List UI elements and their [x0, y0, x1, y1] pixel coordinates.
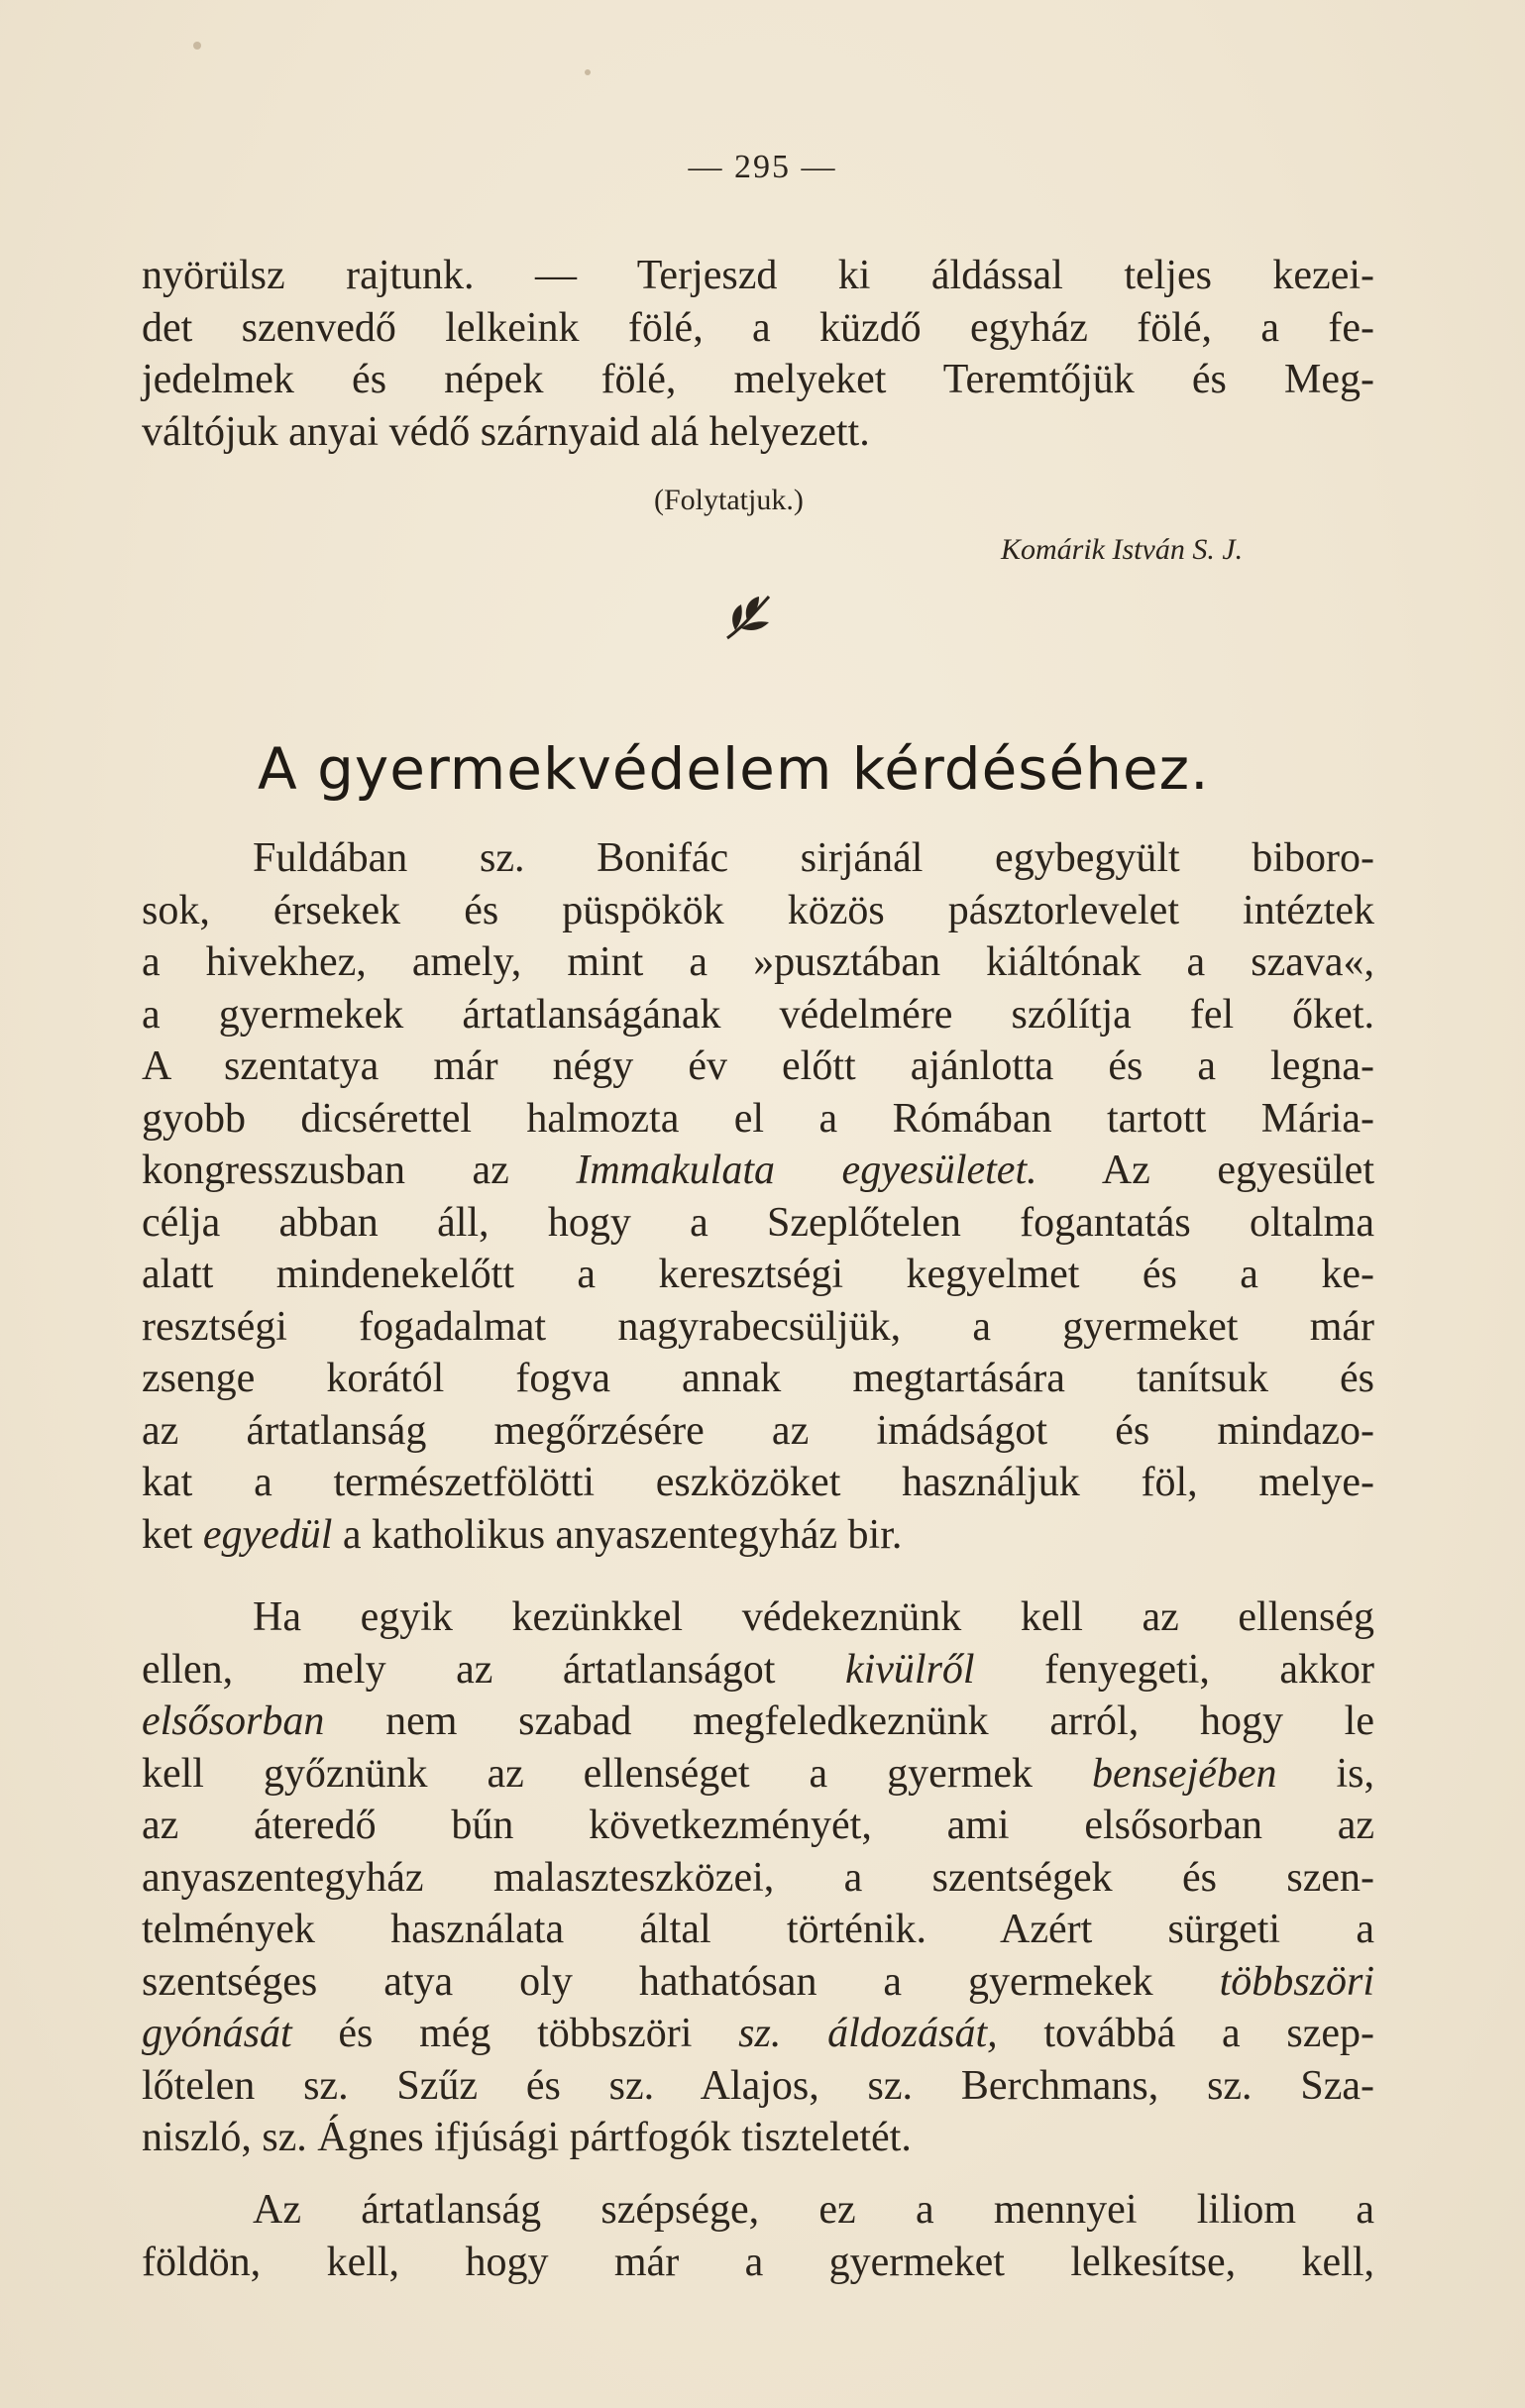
text-line: [142, 1696, 1374, 1748]
text-line: [142, 1748, 1374, 1801]
continued-note: (Folytatjuk.): [654, 484, 804, 516]
text-segment: szentséges atya oly hathatósan a gyermekek: [142, 1958, 1220, 2005]
author-signature: Komárik István S. J.: [1001, 533, 1244, 566]
text-line: niszló, sz. Ágnes ifjúsági pártfogók tiszteletét.: [142, 2115, 912, 2160]
page-number: — 295 —: [688, 149, 837, 185]
section-heading: A gyermekvédelem kérdéséhez.: [258, 735, 1210, 803]
italic-text: kivülről: [844, 1646, 975, 1693]
text-line: földön, kell, hogy már a gyermeket lelkesítse, kell,: [142, 2239, 1374, 2285]
italic-text: többszöri: [1219, 1958, 1374, 2005]
text-segment: kongresszusban az: [142, 1148, 577, 1193]
text-segment: továbbá a szep-: [997, 2011, 1375, 2056]
text-line: gyobb dicsérettel halmozta el a Rómában tartott Mária-: [142, 1095, 1374, 1142]
paragraph-2: [142, 1591, 1374, 2164]
text-segment: Az egyesület: [1036, 1148, 1374, 1193]
text-segment: a katholikus anyaszentegyház bir.: [332, 1511, 903, 1558]
text-line: lőtelen sz. Szűz és sz. Alajos, sz. Berchmans, sz. Sza-: [142, 2062, 1374, 2109]
text-line: telmények használata által történik. Azért sürgeti a: [142, 1907, 1374, 1952]
text-line: [142, 1145, 1374, 1197]
text-line: zsenge korától fogva annak megtartására tanítsuk és: [142, 1356, 1374, 1401]
text-line: váltójuk anyai védő szárnyaid alá helyezett.: [142, 408, 870, 455]
text-line: anyaszentegyház malaszteszközei, a szentségek és szen-: [142, 1854, 1374, 1901]
paper-speck: [193, 42, 201, 50]
text-line: Ha egyik kezünkkel védekeznünk kell az ellenség: [253, 1594, 1374, 1640]
text-line: resztségi fogadalmat nagyrabecsüljük, a gyermeket már: [142, 1303, 1374, 1350]
text-line: nyörülsz rajtunk. — Terjeszd ki áldással teljes kezei-: [142, 253, 1374, 298]
text-segment: ellen, mely az ártatlanságot: [142, 1646, 845, 1693]
text-line: az áteredő bűn következményét, ami elsősorban az: [142, 1803, 1374, 1848]
paragraph-3: [142, 2184, 1374, 2288]
text-segment: kell győznünk az ellenséget a gyermek: [142, 1750, 1092, 1797]
text-line: alatt mindenekelőtt a keresztségi kegyelmet és a ke-: [142, 1252, 1374, 1297]
closing-paragraph: [142, 250, 1374, 458]
text-line: det szenvedő lelkeink fölé, a küzdő egyház fölé, a fe-: [142, 304, 1374, 351]
text-segment: és még többszöri: [291, 2011, 739, 2056]
text-line: célja abban áll, hogy a Szeplőtelen fogantatás oltalma: [142, 1199, 1374, 1246]
italic-text: sz. áldozását,: [738, 2011, 998, 2056]
italic-text: gyónását: [142, 2011, 292, 2056]
text-line: a gyermekek ártatlanságának védelmére szólítja fel őket.: [142, 991, 1374, 1038]
text-segment: fenyegeti, akkor: [974, 1646, 1374, 1693]
paper-speck: [585, 69, 591, 75]
text-line: [142, 1956, 1374, 2009]
text-line: Az ártatlanság szépsége, ez a mennyei liliom a: [253, 2187, 1374, 2233]
text-line: [142, 2008, 1374, 2060]
italic-text: Immakulata egyesületet.: [576, 1148, 1037, 1193]
text-line: kat a természetfölötti eszközöket használjuk föl, melye-: [142, 1460, 1374, 1505]
italic-text: egyedül: [202, 1511, 333, 1558]
text-line: A szentatya már négy év előtt ajánlotta és a legna-: [142, 1043, 1374, 1089]
text-line: jedelmek és népek fölé, melyeket Teremtőjük és Meg-: [142, 357, 1374, 402]
italic-text: bensejében: [1091, 1750, 1277, 1797]
text-segment: is,: [1276, 1750, 1375, 1797]
text-segment: ket: [142, 1511, 203, 1558]
text-segment: nem szabad megfeledkeznünk arról, hogy le: [324, 1698, 1374, 1744]
text-line: a hivekhez, amely, mint a »pusztában kiáltónak a szava«,: [142, 939, 1374, 985]
italic-text: elsősorban: [142, 1698, 325, 1744]
paragraph-1: [142, 832, 1374, 1561]
text-line: Fuldában sz. Bonifác sirjánál egybegyült biboro-: [253, 835, 1374, 881]
text-line: [142, 1509, 1374, 1562]
text-line: az ártatlanság megőrzésére az imádságot és mindazo-: [142, 1407, 1374, 1454]
text-line: [142, 1644, 1374, 1697]
text-line: sok, érsekek és püspökök közös pásztorlevelet intéztek: [142, 887, 1374, 933]
leaf-ornament-icon: [721, 589, 777, 644]
